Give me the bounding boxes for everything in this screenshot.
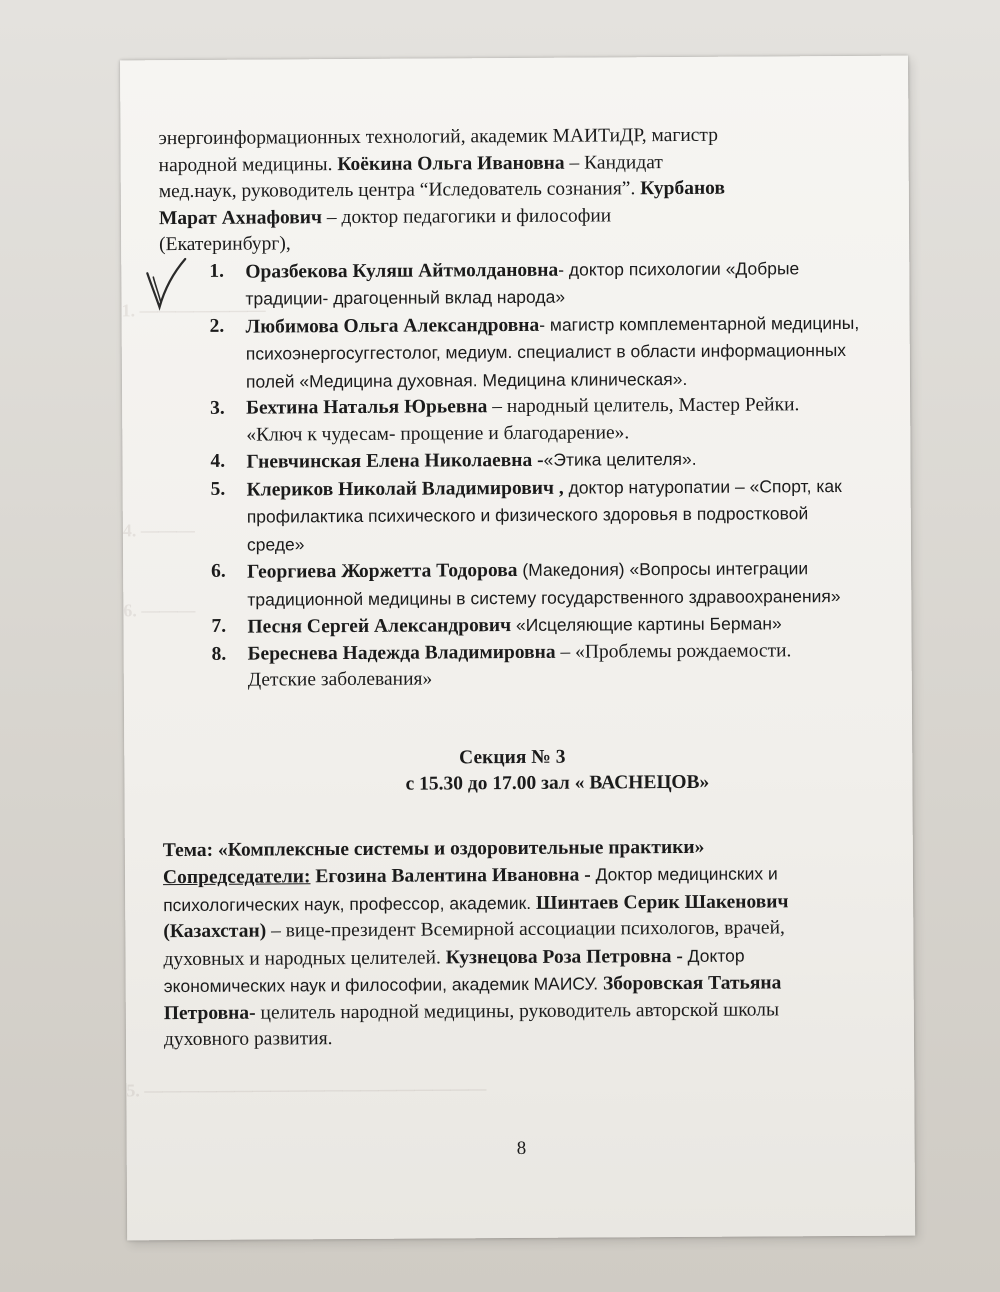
speaker-topic: – «Проблемы рождаемости. Детские заболевания» xyxy=(247,639,792,691)
section-time: с 15.30 до 17.00 зал « ВАСНЕЦОВ» xyxy=(405,771,710,795)
person-name: Коёкина Ольга Ивановна xyxy=(337,152,565,175)
person-description: целитель народной медицины, руководитель авторской школы духовного развития. xyxy=(163,998,780,1051)
intro-line: энергоинформационных технологий, академик МАИТиДР, магистр xyxy=(158,124,718,150)
speaker-topic: - магистр комплементарной медицины, психоэнергосуггестолог, медиум. специалист в области информационных полей «Медицина духовная. Медицина клиническая». xyxy=(245,312,860,392)
speaker-name: Береснева Надежда Владимировна xyxy=(247,641,556,665)
speaker-name: Георгиева Жоржетта Тодорова xyxy=(247,559,518,583)
item-number: 5. xyxy=(210,478,226,500)
section-heading xyxy=(162,742,862,799)
speaker-name: Оразбекова Куляш Айтмолдановна xyxy=(245,259,559,283)
person-description: Доктор экономических наук и философии, академик МАИСУ. xyxy=(163,945,745,997)
theme-title: Тема: «Комплексные системы и оздоровительные практики» xyxy=(162,836,705,861)
list-item xyxy=(210,445,860,476)
show-through-text: 5. ——————————————————— xyxy=(126,1078,487,1101)
list-item xyxy=(211,472,861,558)
intro-line: народной медицины. xyxy=(158,153,338,176)
person-name: Зборовская Татьяна Петровна- xyxy=(163,972,782,1024)
list-item xyxy=(211,555,861,614)
item-number: 4. xyxy=(210,450,226,472)
list-item xyxy=(210,392,860,449)
person-name: Курбанов xyxy=(640,177,726,200)
person-name: Егозина Валентина Ивановна - xyxy=(310,864,591,888)
item-number: 2. xyxy=(209,315,225,337)
show-through-text: 6. ——— xyxy=(123,599,196,621)
list-item xyxy=(212,637,862,694)
section-title: Секция № 3 xyxy=(459,746,566,768)
speaker-list xyxy=(159,254,862,694)
item-number: 6. xyxy=(211,560,226,582)
person-name: Марат Ахнафович xyxy=(158,206,323,229)
list-item xyxy=(211,610,861,641)
speaker-name: Клериков Николай Владимирович , xyxy=(246,477,564,501)
speaker-topic: доктор натуропатии – «Спорт, как профилактика психического и физического здоровья в подростковой среде» xyxy=(246,475,842,555)
intro-line: (Екатеринбург), xyxy=(159,233,291,256)
document-page xyxy=(120,56,915,1241)
person-description: – вице-президент Всемирной ассоциации психологов, врачей, духовных и народных целителей. xyxy=(163,917,785,970)
intro-line: мед.наук, руководитель центра “Иследователь сознания”. xyxy=(158,178,641,203)
show-through-text: 4. ——— xyxy=(122,519,195,541)
item-number: 7. xyxy=(211,615,227,637)
speaker-name: Песня Сергей Александрович xyxy=(247,615,512,638)
page-content xyxy=(158,122,864,1054)
speaker-topic: «Исцеляющие картины Берман» xyxy=(511,613,782,636)
person-name: Шинтаев Серик Шакенович (Казахстан) xyxy=(163,890,789,943)
speaker-name: Любимова Ольга Александровна xyxy=(245,314,540,338)
speaker-topic: (Македония) «Вопросы интеграции традиционной медицины в систему государственного здравоохранения» xyxy=(247,558,841,610)
list-item xyxy=(209,254,859,313)
item-number: 1. xyxy=(209,260,224,282)
speaker-name: Бехтина Наталья Юрьевна xyxy=(246,396,488,419)
speaker-name: Гневчинская Елена Николаевна - xyxy=(246,449,544,473)
intro-paragraph xyxy=(158,122,859,259)
show-through-text: 1. ——————— xyxy=(121,299,266,321)
cochairs-label: Сопредседатели: xyxy=(162,866,311,889)
list-item xyxy=(210,309,860,395)
person-description: Доктор медицинских и психологических наук, профессор, академик. xyxy=(163,863,778,915)
speaker-topic: – народный целитель, Мастер Рейки. «Ключ к чудесам- прощение и благодарение». xyxy=(246,394,800,446)
item-number: 8. xyxy=(211,643,227,665)
person-name: Кузнецова Роза Петровна - xyxy=(445,945,683,968)
intro-line: – Кандидат xyxy=(564,151,663,174)
theme-paragraph xyxy=(163,833,864,1053)
item-number: 3. xyxy=(210,397,225,419)
speaker-topic: «Этика целителя». xyxy=(543,448,697,470)
page-number: 8 xyxy=(516,1137,527,1160)
speaker-topic: - доктор психологии «Добрые традиции- драгоценный вклад народа» xyxy=(245,257,800,309)
intro-line: – доктор педагогики и философии xyxy=(321,204,612,228)
